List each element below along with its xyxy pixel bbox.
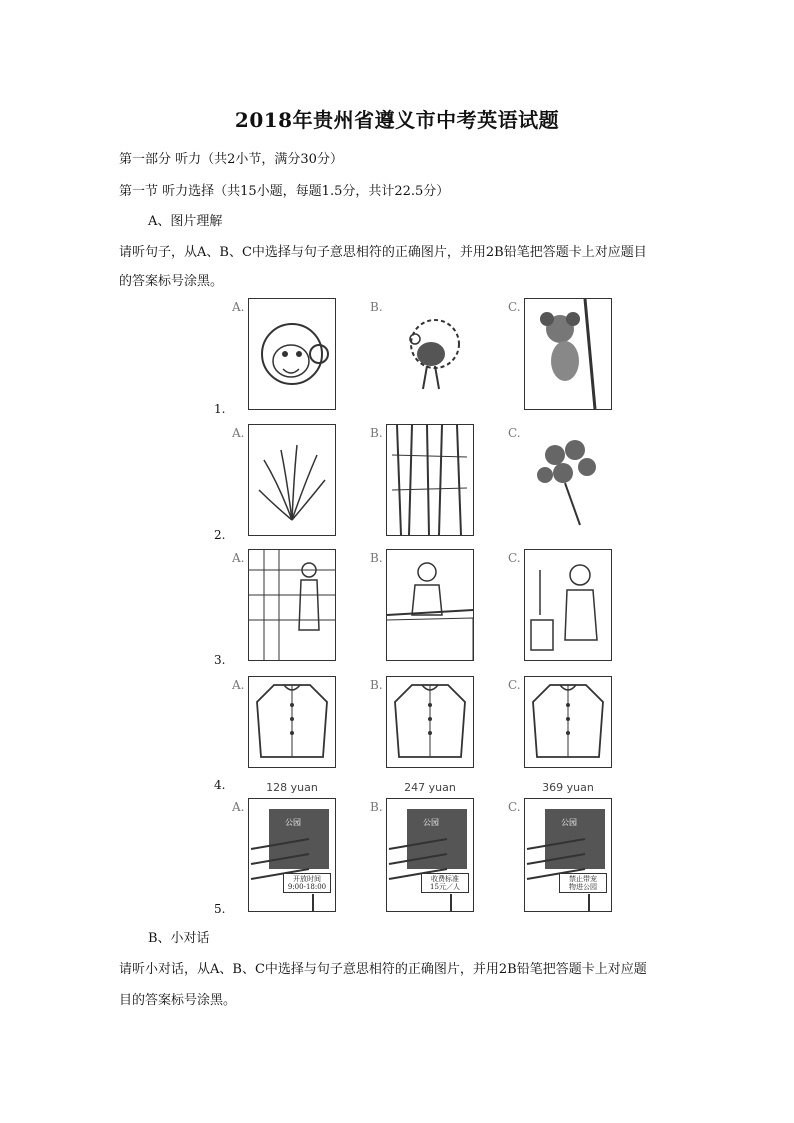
question-1-options xyxy=(230,298,610,416)
turkey-picture xyxy=(386,298,474,410)
grass-picture xyxy=(248,424,336,536)
park-sign-picture xyxy=(524,798,612,912)
option-b xyxy=(368,549,478,667)
sign-line: 禁止带宠 xyxy=(569,875,597,883)
jacket-picture xyxy=(386,676,474,768)
option-letter: B. xyxy=(370,551,383,565)
park-sign-picture xyxy=(386,798,474,912)
instruction-a-line1: 请听句子，从A、B、C中选择与句子意思相符的正确图片，并用2B铅笔把答题卡上对应题目 xyxy=(119,245,647,260)
instruction-b-line2: 目的答案标号涂黑。 xyxy=(119,993,237,1008)
park-label: 公园 xyxy=(561,818,577,827)
instruction-b-line1: 请听小对话，从A、B、C中选择与句子意思相符的正确图片，并用2B铅笔把答题卡上对应题 xyxy=(119,962,647,977)
park-sign xyxy=(421,873,469,893)
option-letter: A. xyxy=(232,551,245,565)
question-3-options xyxy=(230,549,610,667)
option-letter: A. xyxy=(232,426,245,440)
question-number: 1. xyxy=(214,402,226,416)
option-letter: C. xyxy=(508,551,521,565)
option-a xyxy=(230,298,340,416)
question-number: 3. xyxy=(214,653,226,667)
option-a xyxy=(230,676,340,794)
question-number: 5. xyxy=(214,902,226,916)
bamboo-picture xyxy=(386,424,474,536)
option-b xyxy=(368,798,478,916)
option-c xyxy=(506,549,616,667)
page-title: 2018年贵州省遵义市中考英语试题 xyxy=(234,108,560,132)
sign-line: 开放时间 xyxy=(293,875,321,883)
park-label: 公园 xyxy=(423,818,439,827)
option-letter: B. xyxy=(370,426,383,440)
subsection-a-heading: A、图片理解 xyxy=(148,214,223,229)
question-4-options xyxy=(230,676,610,794)
option-a xyxy=(230,798,340,916)
part-heading: 第一部分 听力（共2小节，满分30分） xyxy=(119,152,343,167)
option-a xyxy=(230,549,340,667)
option-letter: A. xyxy=(232,300,245,314)
sign-line: 9:00-18:00 xyxy=(287,883,327,891)
option-b xyxy=(368,298,478,416)
option-b xyxy=(368,424,478,542)
question-number: 2. xyxy=(214,528,226,542)
option-c xyxy=(506,298,616,416)
flowers-picture xyxy=(524,424,612,536)
park-sign xyxy=(559,873,607,893)
jacket-picture xyxy=(248,676,336,768)
question-number: 4. xyxy=(214,778,226,792)
subsection-b-heading: B、小对话 xyxy=(148,931,210,946)
option-letter: A. xyxy=(232,678,245,692)
price-label: 128 yuan xyxy=(266,781,318,794)
jacket-picture xyxy=(524,676,612,768)
price-label: 247 yuan xyxy=(404,781,456,794)
option-letter: B. xyxy=(370,300,383,314)
library-girl-picture xyxy=(248,549,336,661)
option-letter: B. xyxy=(370,800,383,814)
option-c xyxy=(506,676,616,794)
sign-line: 收费标准 xyxy=(431,875,459,883)
option-b xyxy=(368,676,478,794)
question-2-options xyxy=(230,424,610,542)
price-label: 369 yuan xyxy=(542,781,594,794)
option-c xyxy=(506,424,616,542)
section-heading: 第一节 听力选择（共15小题，每题1.5分，共计22.5分） xyxy=(119,184,450,199)
sign-line: 物进公园 xyxy=(569,883,597,891)
shop-girl-picture xyxy=(386,549,474,661)
question-5-options xyxy=(230,798,610,916)
option-letter: C. xyxy=(508,678,521,692)
option-a xyxy=(230,424,340,542)
option-c xyxy=(506,798,616,916)
instruction-a-line2: 的答案标号涂黑。 xyxy=(119,274,224,289)
koala-picture xyxy=(524,298,612,410)
sign-line: 15元／人 xyxy=(430,883,460,891)
park-sign xyxy=(283,873,331,893)
option-letter: C. xyxy=(508,300,521,314)
cooking-girl-picture xyxy=(524,549,612,661)
option-letter: C. xyxy=(508,800,521,814)
option-letter: B. xyxy=(370,678,383,692)
park-sign-picture xyxy=(248,798,336,912)
option-letter: A. xyxy=(232,800,245,814)
park-label: 公园 xyxy=(285,818,301,827)
option-letter: C. xyxy=(508,426,521,440)
monkey-picture xyxy=(248,298,336,410)
